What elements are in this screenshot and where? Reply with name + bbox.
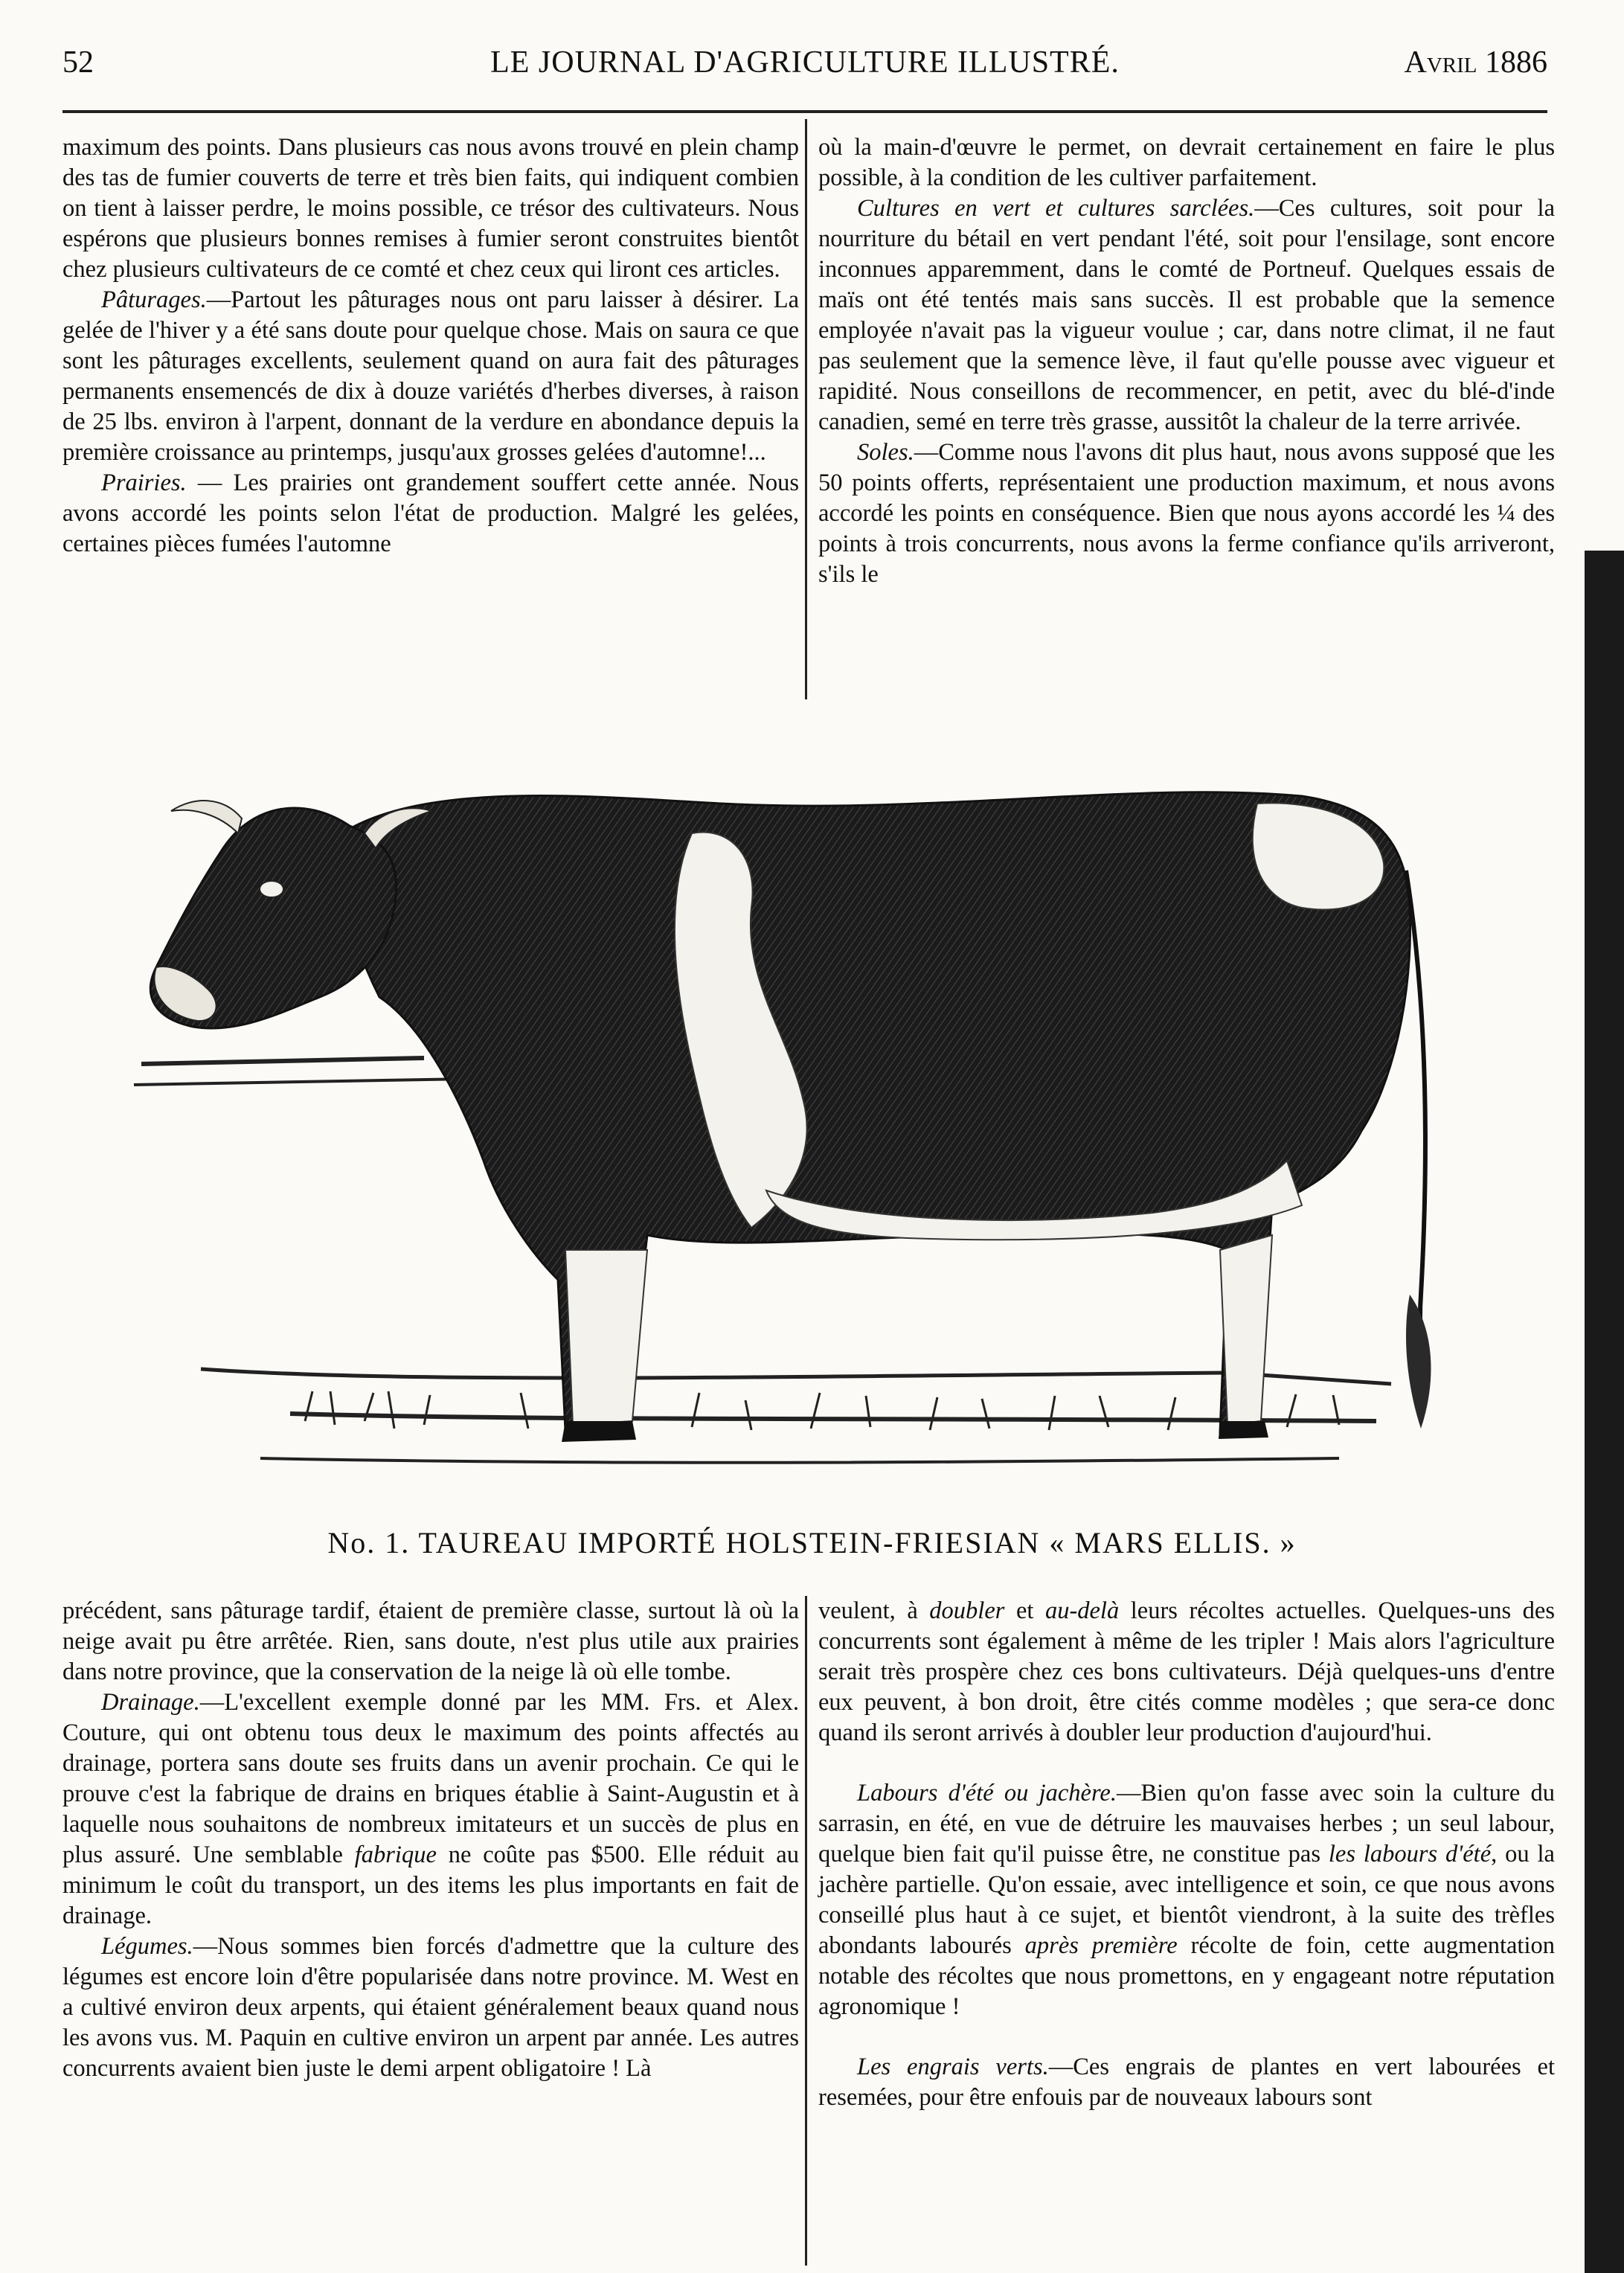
bull-eye: [260, 881, 283, 897]
section-heading: Prairies.: [101, 469, 187, 496]
header-rule: [62, 110, 1547, 113]
paragraph-labours: Labours d'été ou jachère.—Bien qu'on fasse avec soin la culture du sarrasin, en été, en vue de détruire les mauvaises herbes ; un seul labour, quelque bien fait qu'il puisse être, ne constitue pas les labours d'été, ou la jachère partielle. Qu'on essaie, avec intelligence et soin, ce que nous avons conseillé plus haut à ce sujet, et bientôt viendront, à la suite des trèfles abondants labourés après première récolte de foin, cette augmentation notable des récoltes que nous promettons, en y engageant notre réputation agronomique !: [818, 1780, 1555, 2020]
bottom-left-column: [62, 1596, 799, 2084]
figure-caption: No. 1. TAUREAU IMPORTÉ HOLSTEIN-FRIESIAN « MARS ELLIS. »: [327, 1526, 1297, 1559]
top-left-column: [62, 132, 799, 560]
paragraph-prairies: Prairies. — Les prairies ont grandement souffert cette année. Nous avons accordé les points selon l'état de production. Malgré les gelées, certaines pièces fumées l'automne: [62, 469, 799, 557]
paragraph-legumes: Légumes.—Nous sommes bien forcés d'admettre que la culture des légumes est encore loin d'être popularisée dans notre province. M. West en a cultivé environ deux arpents, qui étaient généralement beaux quand nous les avons vus. M. Paquin en cultive environ un arpent par année. Les autres concurrents avaient bien juste le demi arpent obligatoire ! Là: [62, 1933, 799, 2082]
paragraph-main-oeuvre: où la main-d'œuvre le permet, on devrait certainement en faire le plus possible, à la condition de les cultiver parfaitement.: [818, 134, 1555, 191]
issue-date: Avril 1886: [1404, 45, 1547, 80]
section-heading: Pâturages.: [101, 286, 207, 313]
paragraph-engrais: Les engrais verts.—Ces engrais de plantes en vert labourées et resemées, pour être enfouis par de nouveaux labours sont: [818, 2054, 1555, 2111]
paragraph-cultures: Cultures en vert et cultures sarclées.—Ces cultures, soit pour la nourriture du bétail en vert pendant l'été, soit pour l'ensilage, sont encore inconnues apparemment, dans le comté de Portneuf. Quelques essais de maïs ont été tentés mais sans succès. Il est probable que la semence employée n'avait pas la vigueur voulue ; car, dans notre climat, il ne faut pas seulement que la semence lève, il faut qu'elle pousse avec vigueur et rapidité. Nous conseillons de recommencer, en petit, avec du blé-d'inde canadien, semé en terre très grasse, aussitôt la chaleur de la terre arrivée.: [818, 195, 1555, 435]
journal-title: LE JOURNAL D'AGRICULTURE ILLUSTRÉ.: [490, 45, 1120, 80]
paragraph-veulent: veulent, à doubler et au-delà leurs récoltes actuelles. Quelques-uns des concurrents sont également à même de les tripler ! Mais alors l'agriculture serait très prospère chez ces bons cultivateurs. Déjà quelques-uns d'entre eux peuvent, à bon droit, être cités comme modèles ; que sera-ce donc quand ils seront arrivés à doubler leur production d'aujourd'hui.: [818, 1597, 1555, 1746]
column-divider: [805, 119, 807, 699]
page-number: 52: [62, 45, 94, 80]
grass-blades: [305, 1391, 1339, 1430]
hooves: [562, 1421, 1268, 1442]
white-legs: [565, 1235, 1272, 1425]
top-right-column: [818, 132, 1555, 590]
paragraph-paturages: Pâturages.—Partout les pâturages nous ont paru laisser à désirer. La gelée de l'hiver y a été sans doute pour quelque chose. Mais on saura ce que sont les pâturages excellents, seulement quand on aura fait des pâturages permanents ensemencés de dix à douze variétés d'herbes diverses, à raison de 25 lbs. environ à l'arpent, donnant de la verdure en abondance depuis la première croissance au printemps, jusqu'aux grosses gelées d'automne!...: [62, 286, 799, 466]
paragraph-precedent: précédent, sans pâturage tardif, étaient de première classe, surtout là où la neige avait pu être arrêtée. Rien, sans doute, n'est plus utile aux prairies dans notre province, que la conservation de la neige là où elle tombe.: [62, 1597, 799, 1685]
section-heading: Labours d'été ou jachère.: [857, 1780, 1117, 1806]
column-divider: [805, 1596, 807, 2266]
section-heading: Les engrais verts.: [857, 2054, 1049, 2080]
page-header: [62, 45, 1547, 89]
page-edge-shadow: [1585, 551, 1624, 2273]
section-heading: Légumes.: [101, 1933, 193, 1960]
paragraph-manure: maximum des points. Dans plusieurs cas nous avons trouvé en plein champ des tas de fumier couverts de terre et très bien faits, qui indiquent combien on tient à laisser perdre, le moins possible, ce trésor des cultivateurs. Nous espérons que plusieurs bonnes remises à fumier seront construites bientôt chez plusieurs cultivateurs de ce comté et chez ceux qui liront ces articles.: [62, 134, 799, 283]
paragraph-soles: Soles.—Comme nous l'avons dit plus haut, nous avons supposé que les 50 points offerts, représentaient une production maximum, et nous avons accordé les points en conséquence. Bien que nous ayons accordé les ¼ des points à trois concurrents, nous avons la ferme confiance qu'ils arriveront, s'ils le: [818, 439, 1555, 588]
tail-switch: [1406, 1295, 1431, 1429]
bottom-right-column: [818, 1596, 1555, 2113]
section-heading: Soles.: [857, 439, 914, 466]
bull-horn-left: [171, 801, 242, 833]
bull-illustration: [112, 714, 1518, 1518]
section-heading: Drainage.: [101, 1689, 200, 1716]
section-heading: Cultures en vert et cultures sarclées.: [857, 195, 1255, 222]
paragraph-drainage: Drainage.—L'excellent exemple donné par les MM. Frs. et Alex. Couture, qui ont obtenu tous deux le maximum des points affectés au drainage, portera sans doute ses fruits dans un avenir prochain. Ce qui le prouve c'est la fabrique de drains en briques établie à Saint-Augustin et à laquelle nous souhaitons de nombreux imitateurs et un succès de plus en plus assuré. Une semblable fabrique ne coûte pas $500. Elle réduit au minimum le coût du transport, un des items les plus importants en fait de drainage.: [62, 1689, 799, 1929]
